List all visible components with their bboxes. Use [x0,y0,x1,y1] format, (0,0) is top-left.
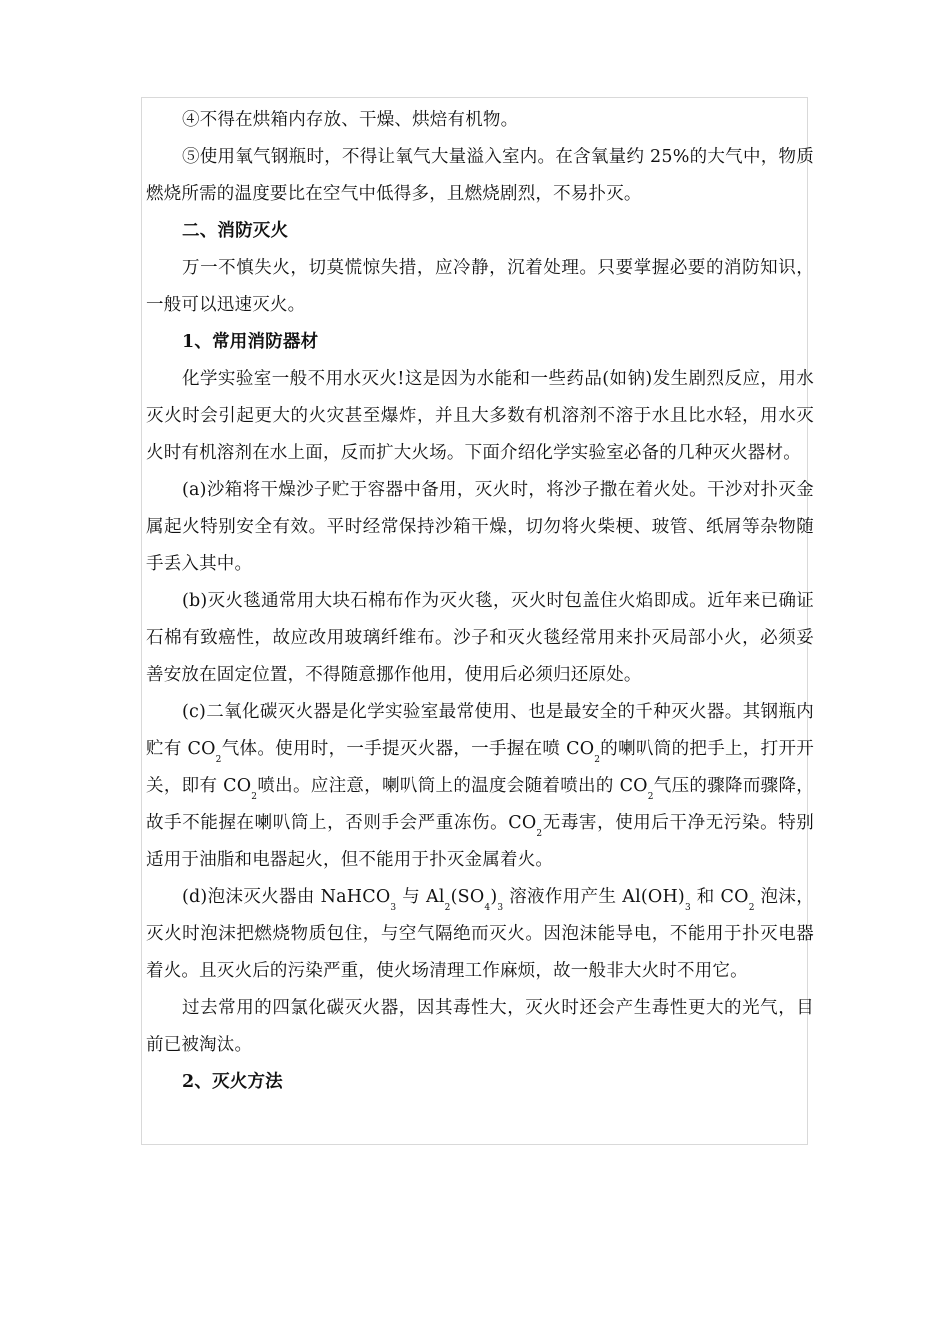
subscript: 2 [215,755,222,765]
text-segment: 气体。使用时，一手提灭火器，一手握在喷 CO [221,739,595,759]
paragraph-ccl4-extinguisher: 过去常用的四氯化碳灭火器，因其毒性大，灭火时还会产生毒性更大的光气，目前已被淘汰。 [146,998,814,1055]
subscript: 3 [390,903,397,913]
paragraph-no-water: 化学实验室一般不用水灭火!这是因为水能和一些药品(如钠)发生剧烈反应，用水灭火时会引起更大的火灾甚至爆炸，并且大多数有机溶剂不溶于水且比水轻，用水灭火时有机溶剂在水上面，反而扩大火场。下面介绍化学实验室必备的几种灭火器材。 [146,369,814,463]
subscript: 2 [748,903,755,913]
text-segment: 和 CO [690,887,749,907]
subscript: 2 [251,792,258,802]
subscript: 4 [484,903,491,913]
text-segment: (d)泡沫灭火器由 NaHCO [182,887,391,907]
paragraph-sand-box: (a)沙箱将干燥沙子贮于容器中备用，灭火时，将沙子撒在着火处。干沙对扑灭金属起火特别安全有效。平时经常保持沙箱干燥，切勿将火柴梗、玻管、纸屑等杂物随手丢入其中。 [146,480,814,574]
subscript: 3 [497,903,504,913]
text-segment: 无毒害，使用后干净无污染。特别适用于油脂和电器起火，但不能用于扑灭金属着火。 [146,813,815,870]
text-segment: 喷出。应注意，喇叭筒上的温度会随着喷出的 CO [257,776,648,796]
text-segment: 溶液作用产生 Al(OH) [503,887,685,907]
text-segment: 的喇叭筒的把手上，打开开关，即有 CO [146,739,814,796]
paragraph-oven-rule: ④不得在烘箱内存放、干燥、烘焙有机物。 [182,110,519,130]
subscript: 2 [647,792,654,802]
text-segment: 泡沫，灭火时泡沫把燃烧物质包住，与空气隔绝而灭火。因泡沫能导电，不能用于扑灭电器着火。且灭火后的污染严重，使火场清理工作麻烦，故一般非大火时不用它。 [146,887,814,981]
text-segment: (c)二氧化碳灭火器是化学实验室最常使用、也是最安全的千种灭火器。其钢瓶内贮有 CO [146,702,814,759]
subscript: 2 [536,829,543,839]
paragraph-foam-extinguisher [146,879,814,990]
section-heading-firefighting: 二、消防灭火 [182,221,289,241]
subscript: 3 [684,903,691,913]
subscript: 2 [594,755,601,765]
subscript: 2 [444,903,451,913]
paragraph-fire-blanket: (b)灭火毯通常用大块石棉布作为灭火毯，灭火时包盖住火焰即成。近年来已确证石棉有致癌性，故应改用玻璃纤维布。沙子和灭火毯经常用来扑灭局部小火，必须妥善安放在固定位置，不得随意挪作他用，使用后必须归还原处。 [146,591,814,685]
subsection-heading-equipment: 1、常用消防器材 [182,332,319,352]
document-body [146,102,814,1101]
paragraph-co2-extinguisher [146,694,814,879]
text-segment: 气压的骤降而骤降，故手不能握在喇叭筒上，否则手会严重冻伤。CO [146,776,814,833]
text-segment: (SO [450,887,485,907]
paragraph-oxygen-cylinder: ⑤使用氧气钢瓶时，不得让氧气大量溢入室内。在含氧量约 25%的大气中，物质燃烧所需的温度要比在空气中低得多，且燃烧剧烈，不易扑灭。 [146,147,814,204]
text-segment: ) [490,887,498,907]
paragraph-fire-intro: 万一不慎失火，切莫慌惊失措，应冷静，沉着处理。只要掌握必要的消防知识，一般可以迅速灭火。 [146,258,814,315]
text-segment: 与 Al [396,887,445,907]
subsection-heading-methods: 2、灭火方法 [182,1072,283,1092]
